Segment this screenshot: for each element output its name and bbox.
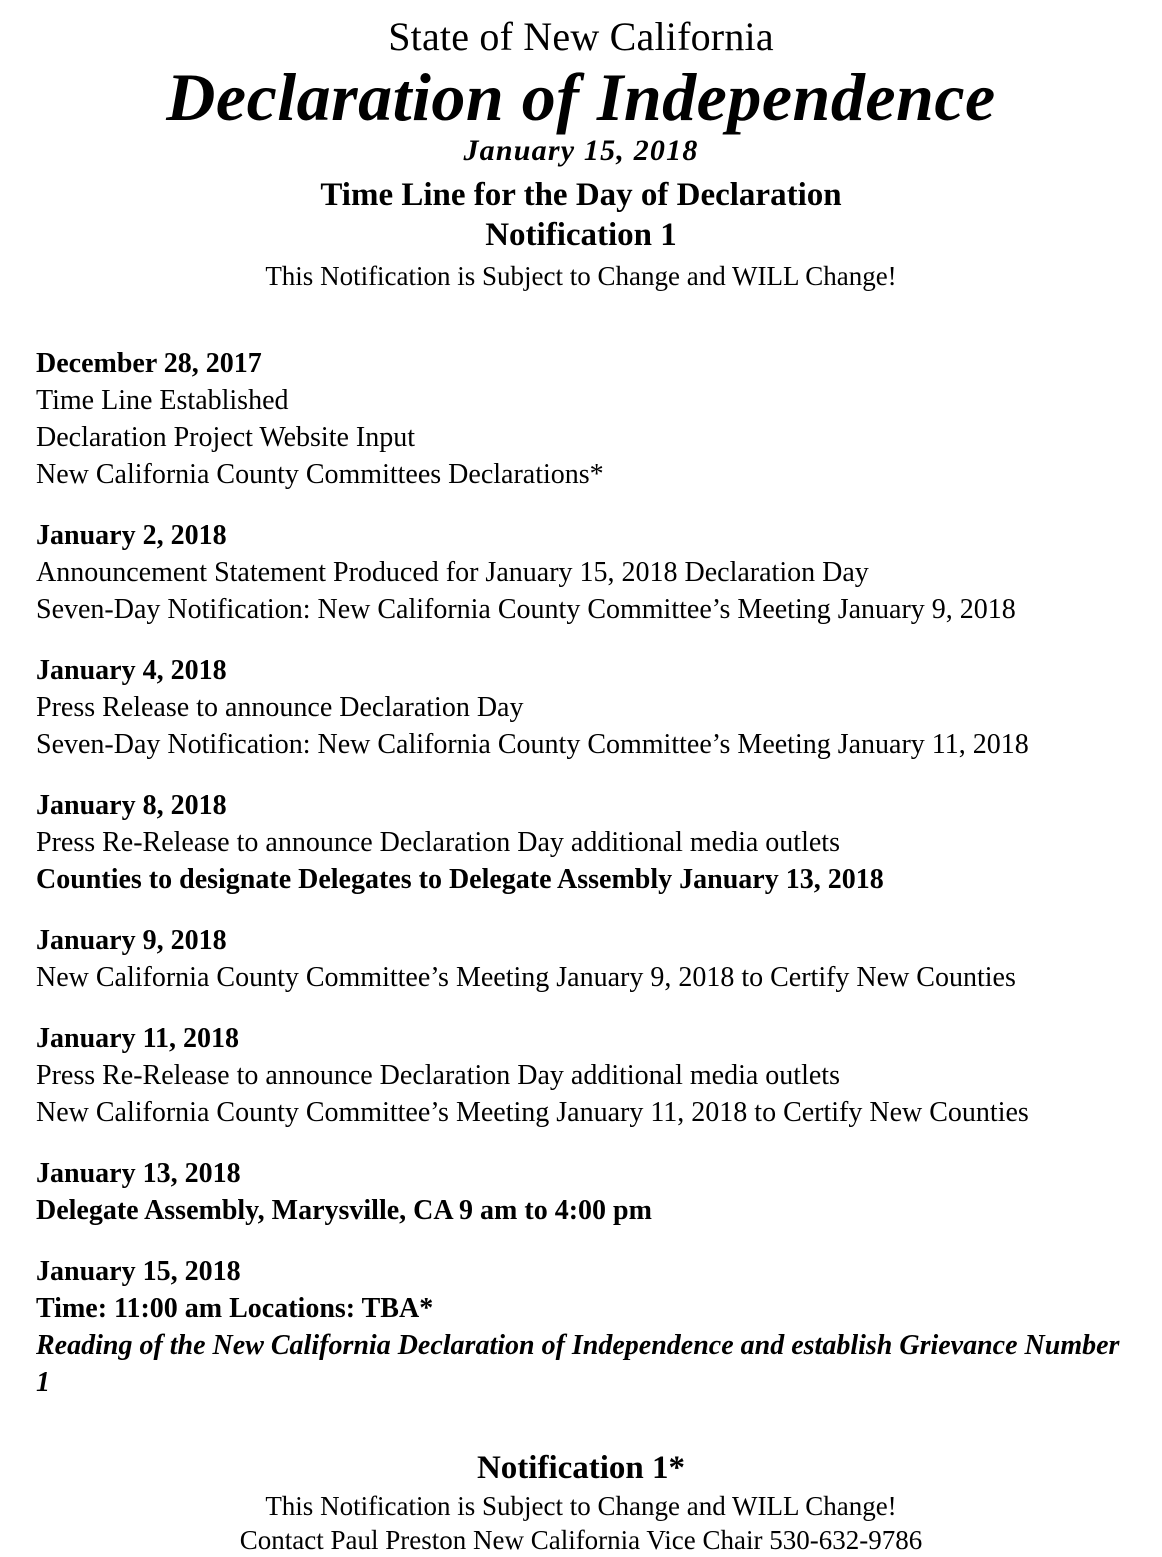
- timeline-entry-line: Time Line Established: [36, 385, 289, 416]
- timeline-entry-line: Seven-Day Notification: New California County Committee’s Meeting January 11, 2018: [36, 729, 1029, 760]
- timeline-entry-line: Seven-Day Notification: New California County Committee’s Meeting January 9, 2018: [36, 594, 1016, 625]
- timeline-entry: [36, 787, 1126, 898]
- timeline-entry: [36, 652, 1126, 763]
- timeline-entry-line: Press Re-Release to announce Declaration Day additional media outlets: [36, 1060, 840, 1091]
- footer-notification-title: Notification 1*: [476, 1450, 686, 1486]
- organization-name: State of New California: [388, 14, 774, 59]
- timeline-entry-date: January 9, 2018: [36, 925, 227, 956]
- timeline-entry-line: Delegate Assembly, Marysville, CA 9 am to 4:00 pm: [36, 1195, 652, 1226]
- document-masthead: [0, 0, 1162, 293]
- timeline-entry-line: Counties to designate Delegates to Delegate Assembly January 13, 2018: [36, 864, 884, 895]
- footer-contact: Contact Paul Preston New California Vice Chair 530-632-9786: [239, 1525, 923, 1555]
- document-footer: [0, 1447, 1162, 1557]
- timeline-entry: [36, 1155, 1126, 1229]
- timeline-entry: [36, 1020, 1126, 1131]
- timeline-list: [0, 345, 1162, 1401]
- timeline-entry-line: New California County Committees Declarations*: [36, 459, 604, 490]
- document-title: Declaration of Independence: [166, 59, 996, 135]
- timeline-entry-date: January 2, 2018: [36, 520, 227, 551]
- document-subtitle-notification: Notification 1: [485, 217, 677, 253]
- document-subtitle-timeline: Time Line for the Day of Declaration: [320, 177, 842, 213]
- timeline-entry-line: Press Release to announce Declaration Day: [36, 692, 524, 723]
- timeline-entry: [36, 1253, 1126, 1401]
- timeline-entry-line: New California County Committee’s Meeting January 11, 2018 to Certify New Counties: [36, 1097, 1029, 1128]
- timeline-entry: [36, 345, 1126, 493]
- timeline-entry-line: Press Re-Release to announce Declaration Day additional media outlets: [36, 827, 840, 858]
- timeline-entry-date: January 13, 2018: [36, 1158, 241, 1189]
- timeline-entry-date: December 28, 2017: [36, 348, 262, 379]
- timeline-entry-line: New California County Committee’s Meeting January 9, 2018 to Certify New Counties: [36, 962, 1016, 993]
- timeline-entry-date: January 8, 2018: [36, 790, 227, 821]
- footer-disclaimer: This Notification is Subject to Change and WILL Change!: [265, 1491, 897, 1521]
- timeline-entry: [36, 922, 1126, 996]
- timeline-entry-date: January 15, 2018: [36, 1256, 241, 1287]
- header-disclaimer: This Notification is Subject to Change and WILL Change!: [265, 261, 897, 291]
- timeline-entry-line: Declaration Project Website Input: [36, 422, 415, 453]
- document-date: January 15, 2018: [463, 134, 699, 167]
- timeline-entry-line: Time: 11:00 am Locations: TBA*: [36, 1293, 434, 1324]
- timeline-entry-line: Announcement Statement Produced for January 15, 2018 Declaration Day: [36, 557, 869, 588]
- timeline-entry-date: January 4, 2018: [36, 655, 227, 686]
- timeline-entry-date: January 11, 2018: [36, 1023, 240, 1054]
- timeline-entry: [36, 517, 1126, 628]
- timeline-entry-line: Reading of the New California Declaration of Independence and establish Grievance Number 1: [36, 1330, 1120, 1398]
